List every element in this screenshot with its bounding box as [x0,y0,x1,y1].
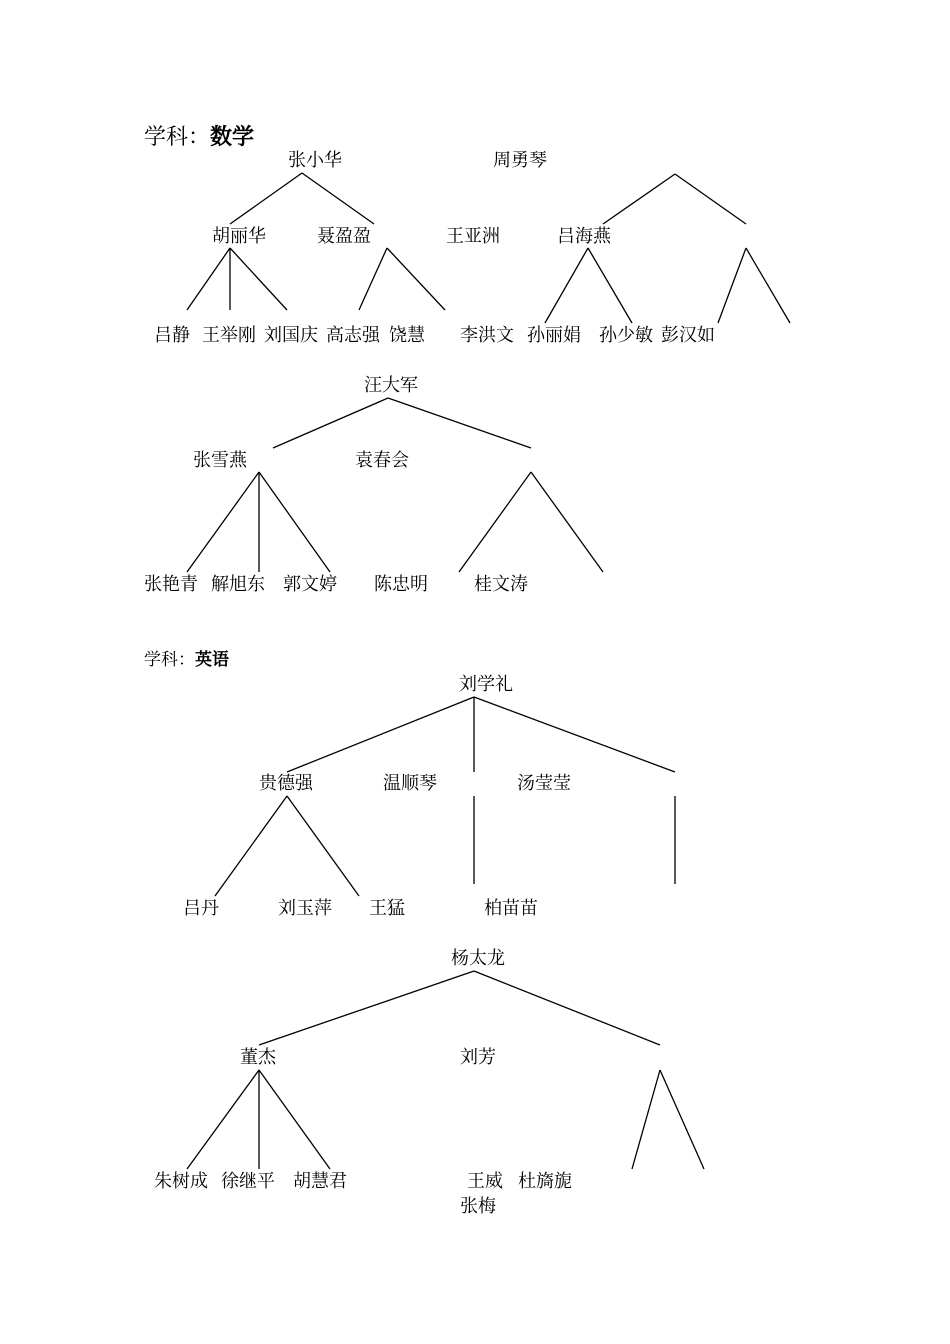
edge-right-a [718,248,746,323]
node-branch: 刘芳 [460,1047,496,1068]
node-leaf: 刘玉萍 [278,898,332,919]
edge-right2-a [459,472,531,572]
section-heading-english [144,647,229,673]
edge-dong-hu [259,1070,330,1169]
edge-hu-liuguoqing [230,248,287,310]
node-leaf: 郭文婷 [283,574,337,595]
edge-gui-wangmeng [287,796,359,896]
edge-lv-sunshaomin [588,248,632,323]
section-heading-math [144,124,254,151]
edge-nie-gao [359,248,387,310]
node-leaf: 饶慧 [389,325,425,346]
node-leaf: 王威 [467,1171,503,1192]
node-leaf: 陈忠明 [374,574,428,595]
node-leaf: 王猛 [369,898,405,919]
node-leaf: 李洪文 [460,325,514,346]
edge-zx-zhangyanqing [187,472,259,572]
node-leaf: 张梅 [460,1196,496,1217]
node-leaf: 徐继平 [221,1171,275,1192]
edge-yang-right [474,971,660,1045]
section-prefix: 学科： [144,125,211,150]
node-leaf: 彭汉如 [661,325,715,346]
node-leaf: 王举刚 [202,325,256,346]
node-branch: 吕海燕 [557,226,611,247]
node-leaf: 孙丽娟 [527,325,581,346]
edge-wang-zhangxueyan [273,398,388,448]
node-leaf: 杜旖旎 [518,1171,572,1192]
edge-hu-lvjing [187,248,230,310]
node-leaf: 解旭东 [211,574,265,595]
section-subject: 英语 [195,650,229,670]
node-leaf: 高志强 [326,325,380,346]
edge-liu-right [474,697,675,772]
node-root: 周勇琴 [493,150,547,171]
node-branch: 袁春会 [355,450,409,471]
node-branch: 王亚洲 [446,226,500,247]
edge-lv-sunlijuan [545,248,588,323]
node-branch: 温顺琴 [383,773,437,794]
node-branch: 贵德强 [259,773,313,794]
edge-zx-guo [259,472,330,572]
edge-dong-zhu [187,1070,259,1169]
edge-wang-right [388,398,531,448]
section-prefix: 学科： [144,650,195,670]
node-leaf: 柏苗苗 [484,898,538,919]
node-root: 刘学礼 [459,674,513,695]
node-root: 杨太龙 [451,948,505,969]
edge-gui-lvdan [215,796,287,896]
node-branch: 胡丽华 [212,226,266,247]
edge-zhou-right [675,174,746,224]
node-leaf: 吕丹 [183,898,219,919]
edge-nie-rao [387,248,445,310]
node-leaf: 孙少敏 [599,325,653,346]
node-leaf: 吕静 [154,325,190,346]
edge-right3-b [660,1070,704,1169]
node-leaf: 朱树成 [154,1171,208,1192]
node-leaf: 刘国庆 [264,325,318,346]
edge-zhou-lv [603,174,675,224]
node-branch: 张雪燕 [193,450,247,471]
node-leaf: 桂文涛 [474,574,528,595]
edge-right3-a [632,1070,660,1169]
edge-zhang-hu [230,173,302,224]
node-branch: 汤莹莹 [517,773,571,794]
edge-right2-b [531,472,603,572]
edge-liu-gui [287,697,474,772]
node-root: 张小华 [288,150,342,171]
edge-yang-dong [259,971,474,1045]
edge-right-b [746,248,790,323]
edge-zhang-nie [302,173,374,224]
node-branch: 董杰 [240,1047,276,1068]
node-branch: 聂盈盈 [317,226,371,247]
node-root: 汪大军 [364,375,418,396]
node-leaf: 胡慧君 [293,1171,347,1192]
section-subject: 数学 [210,124,255,150]
node-leaf: 张艳青 [144,574,198,595]
